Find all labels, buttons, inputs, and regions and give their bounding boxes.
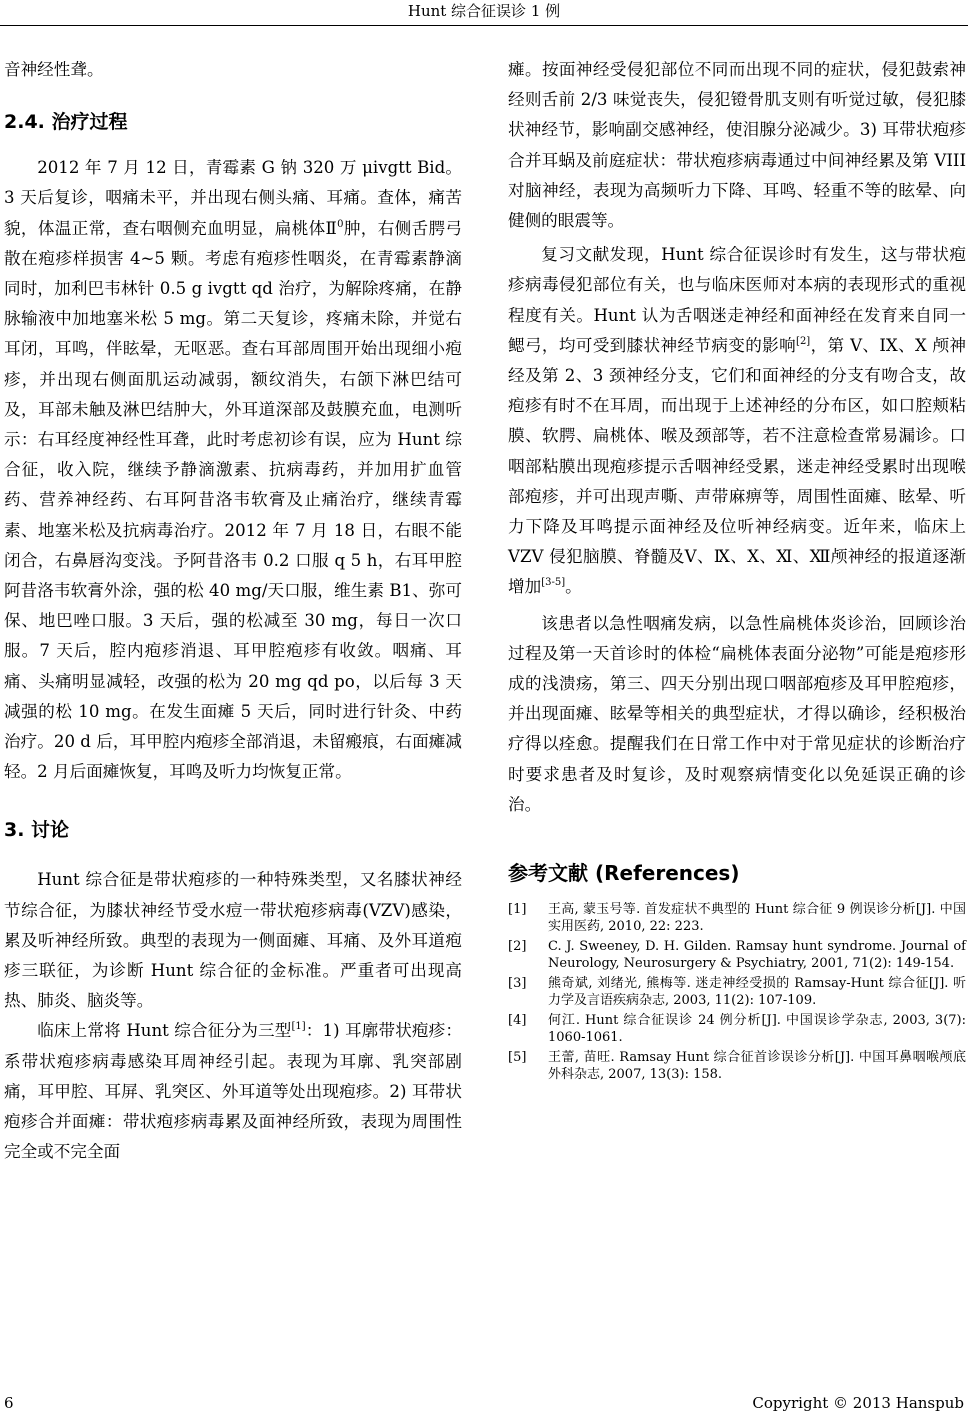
header-rule — [0, 25, 968, 26]
citation-superscript: [1] — [291, 1021, 306, 1033]
paragraph-continued: 音神经性聋。 — [4, 60, 104, 79]
reference-item — [508, 939, 966, 972]
discussion-2-text-b: ：1) 耳廓带状疱疹：系带状疱疹病毒感染耳周神经引起。表现为耳廓、乳突部剧痛，耳甲腔、耳屏、乳突区、外耳道等处出现疱疹。2) 耳带状疱疹合并面瘫：带状疱疹病毒累及面神经所致，表现为周围性完全或不完全面 — [4, 1021, 463, 1162]
reference-item — [508, 976, 966, 1009]
paragraph-case-summary: 该患者以急性咽痛发病，以急性扁桃体炎诊治，回顾诊治过程及第一天首诊时的体检“扁桃体表面分泌物”可能是疱疹形成的浅溃疡，第三、四天分别出现口咽部疱疹及耳甲腔疱疹，并出现面瘫、眩晕等相关的典型症状，才得以确诊，经积极治疗得以痊愈。提醒我们在日常工作中对于常见症状的诊断治疗时要求患者及时复诊，及时观察病情变化以免延误正确的诊治。 — [508, 613, 966, 814]
references-heading: 参考文献 (References) — [508, 861, 740, 886]
reference-text: 熊奇斌, 刘绪光, 熊梅等. 迷走神经受损的 Ramsay-Hunt 综合征[J]. 听力学及言语疾病杂志, 2003, 11(2): 107-109. — [548, 976, 966, 1008]
reference-item — [508, 1050, 966, 1083]
reference-number: [2] — [508, 939, 527, 955]
paragraph-treatment — [4, 153, 462, 787]
review-text-b: ，第 V、IX、X 颅神经及第 2、3 颈神经分支，它们和面神经的分支有吻合支，故疱疹有时不在耳周，而出现于上述神经的分布区，如口腔颊粘膜、软腭、扁桃体、喉及颈部等，若不注意检查常易漏诊。口咽部粘膜出现疱疹提示舌咽神经受累，迷走神经受累时出现喉部疱疹，并可出现声嘶、声带麻痹等，周围性面瘫、眩晕、听力下降及耳鸣提示面神经及位听神经病变。近年来，临床上 VZV 侵犯脑膜、脊髓及Ⅴ、Ⅸ、Ⅹ、Ⅺ、Ⅻ颅神经的报道逐渐增加 — [508, 335, 966, 597]
treatment-text-a: 2012 年 7 月 12 日，青霉素 G 钠 320 万 μivgtt Bid。3 天后复诊，咽痛未平，并出现右侧头痛、耳痛。查体，痛苦貌，体温正常，查右咽侧充血明显，扁桃体Ⅱ — [4, 158, 462, 238]
reference-text: 王高, 蒙玉号等. 首发症状不典型的 Hunt 综合征 9 例误诊分析[J]. 中国实用医药, 2010, 22: 223. — [548, 902, 966, 934]
section-heading-treatment: 2.4. 治疗过程 — [4, 111, 128, 134]
reference-number: [5] — [508, 1050, 527, 1066]
references-list — [508, 902, 966, 1083]
reference-item — [508, 902, 966, 935]
right-column — [508, 55, 966, 1087]
paragraph-literature-review — [508, 240, 966, 602]
left-column — [4, 55, 462, 1168]
paragraph-continued-right: 瘫。按面神经受侵犯部位不同而出现不同的症状，侵犯鼓索神经则舌前 2/3 味觉丧失，侵犯镫骨肌支则有听觉过敏，侵犯膝状神经节，影响副交感神经，使泪腺分泌减少。3) 耳带状疱疹合并耳蜗及前庭症状：带状疱疹病毒通过中间神经累及第 VIII 对脑神经，表现为高频听力下降、耳鸣、轻重不等的眩晕、向健侧的眼震等。 — [508, 60, 966, 231]
reference-number: [3] — [508, 976, 527, 992]
reference-text: C. J. Sweeney, D. H. Gilden. Ramsay hunt syndrome. Journal of Neurology, Neurosurgery & Psychiatry, 2001, 71(2): 149-154. — [548, 939, 966, 971]
page-number: 6 — [4, 1394, 14, 1412]
review-text-a: 复习文献发现，Hunt 综合征误诊时有发生，这与带状疱疹病毒侵犯部位有关，也与临床医师对本病的表现形式的重视程度有关。Hunt 认为舌咽迷走神经和面神经在发育来自同一鳃弓，均可受到膝状神经节病变的影响 — [508, 245, 966, 355]
section-heading-discussion: 3. 讨论 — [4, 819, 70, 842]
reference-number: [4] — [508, 1013, 527, 1029]
citation-superscript: [2] — [796, 335, 811, 347]
reference-number: [1] — [508, 902, 527, 918]
grade-superscript: 0 — [337, 218, 344, 230]
treatment-text-b: 肿，右侧舌腭弓散在疱疹样损害 4~5 颗。考虑有疱疹性咽炎，在青霉素静滴同时，加利巴韦林针 0.5 g ivgtt qd 治疗，为解除疼痛，在静脉输液中加地塞米松 5 mg。第二天复诊，疼痛未除，并觉右耳闭，耳鸣，伴眩晕，无呕恶。查右耳部周围开始出现细小疱疹，并出现右侧面肌运动减弱，额纹消失，右颌下淋巴结可及，耳部未触及淋巴结肿大，外耳道深部及鼓膜充血，电测听示：右耳经度神经性耳聋，此时考虑初诊有误，应为 Hunt 综合征，收入院，继续予静滴激素、抗病毒药，并加用扩血管药、营养神经药、右耳阿昔洛韦软膏及止痛治疗，继续青霉素、地塞米松及抗病毒治疗。2012 年 7 月 18 日，右眼不能闭合，右鼻唇沟变浅。予阿昔洛韦 0.2 口服 q 5 h，右耳甲腔阿昔洛韦软膏外涂，强的松 40 mg/天口服，维生素 B1、弥可保、地巴唑口服。3 天后，强的松减至 30 mg，每日一次口服。7 天后，腔内疱疹消退、耳甲腔疱疹有收敛。咽痛、耳痛、头痛明显减轻，改强的松为 20 mg qd po，以后每 3 天减强的松 10 mg。在发生面瘫 5 天后，同时进行针灸、中药治疗。20 d 后，耳甲腔内疱疹全部消退，未留瘢痕，右面瘫减轻。2 月后面瘫恢复，耳鸣及听力均恢复正常。 — [4, 218, 462, 782]
paragraph-discussion-2 — [4, 1016, 462, 1167]
citation-superscript: [3-5] — [541, 577, 566, 589]
discussion-2-text-a: 临床上常将 Hunt 综合征分为三型 — [37, 1021, 292, 1041]
paragraph-discussion-1: Hunt 综合征是带状疱疹的一种特殊类型，又名膝状神经节综合征，为膝状神经节受水痘一带状疱疹病毒(VZV)感染，累及听神经所致。典型的表现为一侧面瘫、耳痛、及外耳道疱疹三联征，为诊断 Hunt 综合征的金标准。严重者可出现高热、肺炎、脑炎等。 — [4, 870, 462, 1011]
reference-text: 何江. Hunt 综合征误诊 24 例分析[J]. 中国误诊学杂志, 2003, 3(7): 1060-1061. — [548, 1013, 966, 1045]
running-head: Hunt 综合征误诊 1 例 — [407, 2, 561, 20]
reference-item — [508, 1013, 966, 1046]
reference-text: 王蕾, 苗旺. Ramsay Hunt 综合征首诊误诊分析[J]. 中国耳鼻咽喉颅底外科杂志, 2007, 13(3): 158. — [548, 1050, 966, 1082]
copyright-notice: Copyright © 2013 Hanspub — [752, 1394, 964, 1412]
review-text-c: 。 — [565, 577, 582, 597]
